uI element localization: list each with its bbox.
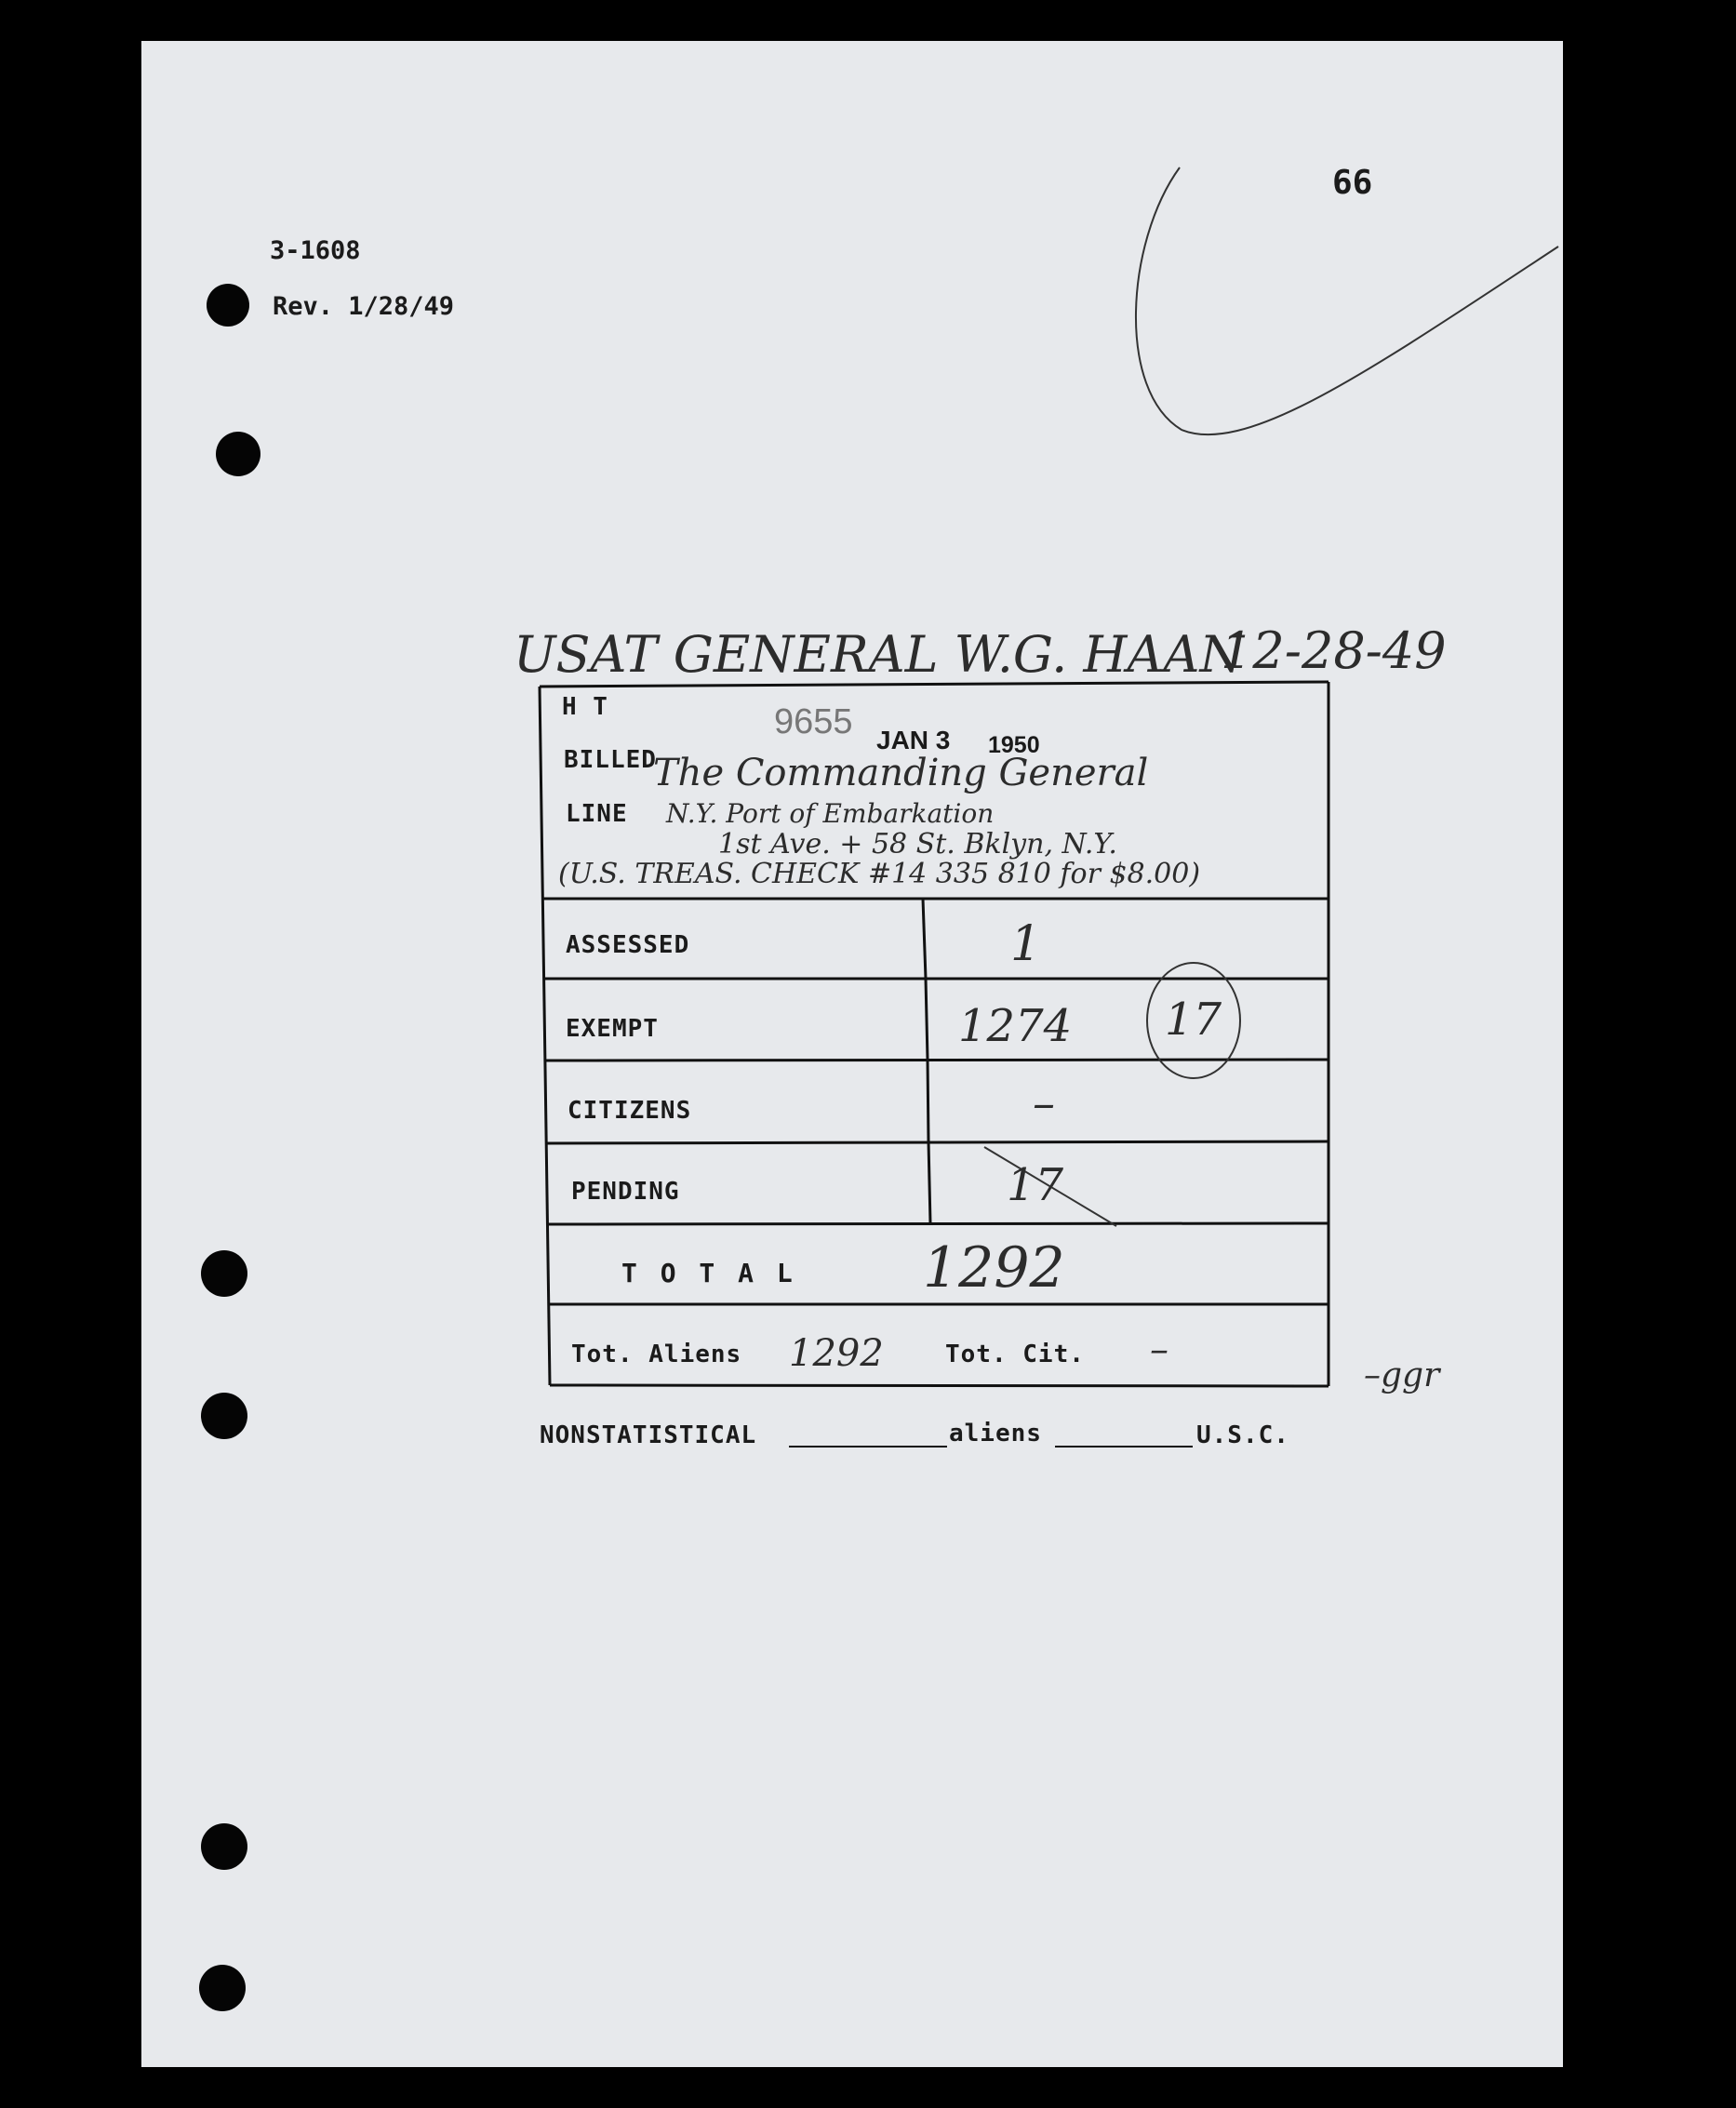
citizens-label: CITIZENS [568,1097,692,1125]
billed-to-line-4: (U.S. TREAS. CHECK #14 335 810 for $8.00) [558,858,1201,890]
tot-cit-value: – [1150,1328,1168,1371]
billed-to-line-1: The Commanding General [653,752,1149,794]
stamp-year: 1950 [988,732,1040,758]
tot-aliens-label: Tot. Aliens [571,1341,742,1368]
assessed-label: ASSESSED [566,931,690,959]
usc-label: U.S.C. [1196,1421,1289,1449]
billed-label: BILLED [564,746,657,774]
assessed-value: 1 [1010,916,1042,972]
pending-value: 17 [1007,1159,1064,1211]
aliens-label: aliens [949,1420,1042,1448]
stamp-date: JAN 3 [876,726,951,754]
citizens-value: – [1033,1077,1055,1129]
total-value: 1292 [923,1235,1065,1301]
vessel-name: USAT GENERAL W.G. HAAN [514,625,1244,684]
tot-cit-label: Tot. Cit. [945,1341,1085,1368]
initials: –ggr [1364,1356,1440,1394]
total-label: T O T A L [621,1258,796,1288]
line-label: LINE [566,800,628,828]
exempt-label: EXEMPT [566,1015,659,1043]
nonstatistical-label: NONSTATISTICAL [540,1421,757,1449]
pending-label: PENDING [571,1178,680,1206]
billed-to-line-3: 1st Ave. + 58 St. Bklyn, N.Y. [718,828,1117,861]
revision-date: Rev. 1/28/49 [273,292,455,321]
tot-aliens-value: 1292 [789,1332,884,1375]
exempt-note: 17 [1165,994,1222,1046]
arrival-date: 12-28-49 [1221,621,1447,680]
billed-to-line-2: N.Y. Port of Embarkation [666,798,995,829]
page-number: 66 [1332,164,1373,202]
form-number: 3-1608 [270,236,361,265]
stamp-number: 9655 [774,702,853,741]
exempt-value: 1274 [958,1000,1073,1052]
ht-label: H T [562,693,608,721]
